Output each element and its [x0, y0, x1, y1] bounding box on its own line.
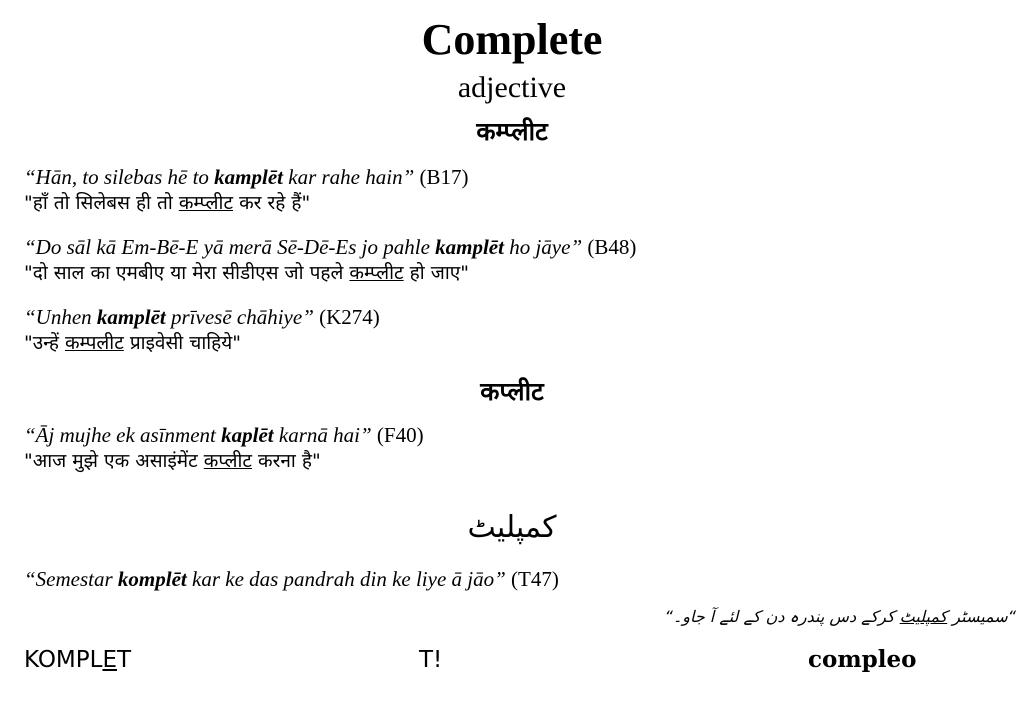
devanagari-example: "आज मुझे एक असाइंमेंट कप्लीट करना है" — [24, 450, 321, 472]
keyword-urdu: کمپلیٹ — [899, 607, 948, 626]
source-code: (B17) — [414, 165, 469, 189]
keyword: kamplēt — [96, 305, 166, 329]
romanized-example: “Hān, to silebas hē to kamplēt kar rahe hain” (B17) — [24, 165, 469, 189]
footer-middle-label: T! — [419, 647, 443, 673]
source-code: (B48) — [582, 235, 637, 259]
source-code: (T47) — [505, 567, 559, 591]
urdu-variant-heading: کمپلیٹ — [467, 510, 557, 545]
romanized-example: “Semestar komplēt kar ke das pandrah din ke liye ā jāo” (T47) — [24, 567, 559, 591]
example-entry — [24, 422, 1004, 474]
keyword: kamplēt — [214, 165, 283, 189]
example-entry — [24, 234, 1004, 286]
headword-title: Complete — [421, 15, 603, 64]
devanagari-variant-heading: कम्प्लीट — [476, 117, 548, 146]
source-code: (K274) — [313, 305, 380, 329]
part-of-speech: adjective — [457, 71, 567, 104]
example-entry — [24, 304, 1004, 356]
devanagari-example: "हाँ तो सिलेबस ही तो कम्प्लीट कर रहे हैं" — [24, 192, 311, 214]
example-entry — [24, 164, 1004, 216]
etymology-label: compleo — [808, 646, 917, 673]
romanized-example: “Do sāl kā Em-Bē-E yā merā Sē-Dē-Es jo pahle kamplēt ho jāye” (B48) — [24, 235, 637, 259]
keyword: kaplēt — [221, 423, 274, 447]
keyword-devanagari: कम्प्लीट — [178, 192, 234, 214]
devanagari-example: "दो साल का एमबीए या मेरा सीडीएस जो पहले कम्प्लीट हो जाए" — [24, 262, 469, 284]
devanagari-example: "उन्हें कम्पलीट प्राइवेसी चाहिये" — [24, 332, 242, 354]
source-code: (F40) — [371, 423, 424, 447]
keyword: kamplēt — [435, 235, 504, 259]
devanagari-variant-heading: कप्लीट — [480, 377, 544, 406]
example-entry — [24, 566, 1004, 592]
keyword: komplēt — [117, 567, 187, 591]
macron-letter: E — [102, 647, 118, 673]
romanized-example: “Unhen kamplēt prīvesē chāhiye” (K274) — [24, 305, 380, 329]
keyword-devanagari: कम्प्लीट — [349, 262, 404, 284]
romanized-example: “Āj mujhe ek asīnment kaplēt karnā hai” (F40) — [24, 423, 424, 447]
urdu-example: “سمیسٹر کمپلیٹ کرکے دس پندرہ دن کے لئے آ جاو۔“ — [664, 607, 1016, 626]
keyword-devanagari: कप्लीट — [203, 450, 252, 472]
keyword-devanagari: कम्पलीट — [64, 332, 124, 354]
transcription-label: KOMPLET — [24, 647, 132, 673]
